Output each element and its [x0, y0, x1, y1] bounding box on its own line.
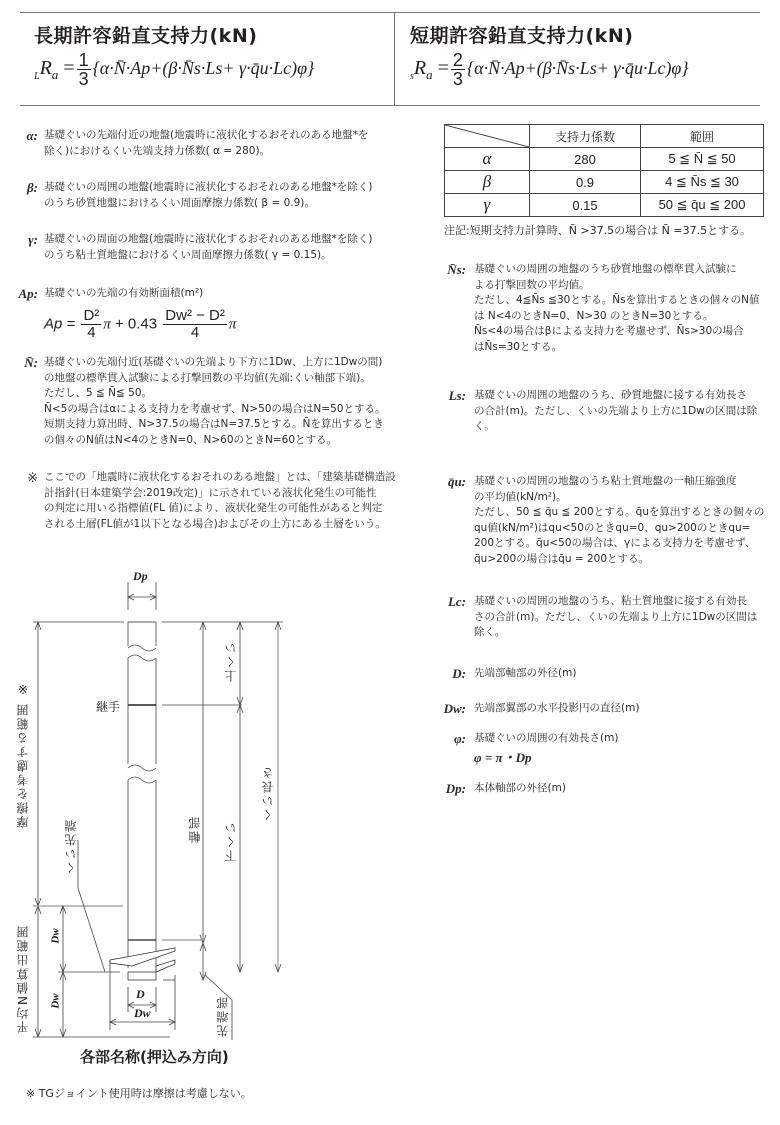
label-shaft: 軸部 [188, 815, 202, 843]
break-mark-icon [128, 645, 156, 651]
label-dw-upper: Dw [49, 928, 62, 944]
long-term-fraction: $\frac{1}{3}$ [78, 50, 89, 89]
long-term-panel [20, 13, 395, 105]
label-pile-length: くい長さ [261, 765, 275, 821]
footnote: ※ TGジョイント使用時は摩擦は考慮しない。 [26, 1087, 252, 1100]
label-dp: Dp [133, 569, 148, 583]
label-upper-pile: 上くい [224, 640, 238, 682]
break-mark-icon [128, 655, 156, 661]
formula-header [20, 12, 760, 106]
table-header-row [445, 125, 764, 148]
table-row: α 280 5 ≦ N̄ ≦ 50 [445, 148, 764, 171]
coefficient-table [444, 124, 764, 217]
table-header-range: 範囲 [641, 125, 764, 148]
table-row: β 0.9 4 ≦ N̄s ≦ 30 [445, 171, 764, 194]
table-corner-cell [445, 125, 530, 148]
label-avg-n-range: 平均N値算出範囲 [16, 924, 30, 1033]
table-row: γ 0.15 50 ≦ q̄u ≦ 200 [445, 194, 764, 217]
table-header-coef: 支持力係数 [530, 125, 641, 148]
short-term-panel [396, 13, 760, 105]
label-d: D [136, 987, 145, 1001]
break-mark-icon [128, 777, 156, 783]
short-term-fraction: $\frac{2}{3}$ [452, 50, 463, 89]
diagram-title: 各部名称(押込み方向) [80, 1048, 229, 1066]
pile-diagram [0, 560, 300, 1040]
diagonal-line-icon [445, 125, 529, 147]
tip-cap-icon [128, 972, 156, 980]
label-joint: 継手 [96, 700, 121, 714]
label-friction-range: 摩擦を考慮する範囲 ※ [16, 680, 30, 828]
table-note: 注記:短期支持力計算時、N̄ >37.5の場合は N̄ =37.5とする。 [444, 224, 752, 237]
short-term-title: 短期許容鉛直支持力(kN) [410, 25, 634, 47]
break-mark-icon [128, 765, 156, 771]
short-term-formula: $_sR_a$ = $\frac{2}{3}$ {α·N̄·Ap+(β·N̄s·Ls+ γ·q̄u·Lc)φ} [410, 50, 689, 89]
long-term-title: 長期許容鉛直支持力(kN) [34, 25, 258, 47]
label-pile-tip: くい先端 [64, 818, 78, 874]
ap-formula: Ap = $\frac{\text{D²}}{4}$ π + 0.43 $\frac{\text{Dw² − D²}}{4}$ π [44, 307, 237, 341]
label-lower-pile: 下くい [224, 820, 238, 862]
long-term-formula: $_LR_a$ = $\frac{1}{3}$ {α·N̄·Ap+(β·N̄s·Ls+ γ·q̄u·Lc)φ} [34, 50, 315, 89]
label-dw-lower: Dw [49, 993, 62, 1009]
label-tip-part: 先端部 [216, 995, 230, 1037]
label-dw: Dw [134, 1006, 151, 1020]
